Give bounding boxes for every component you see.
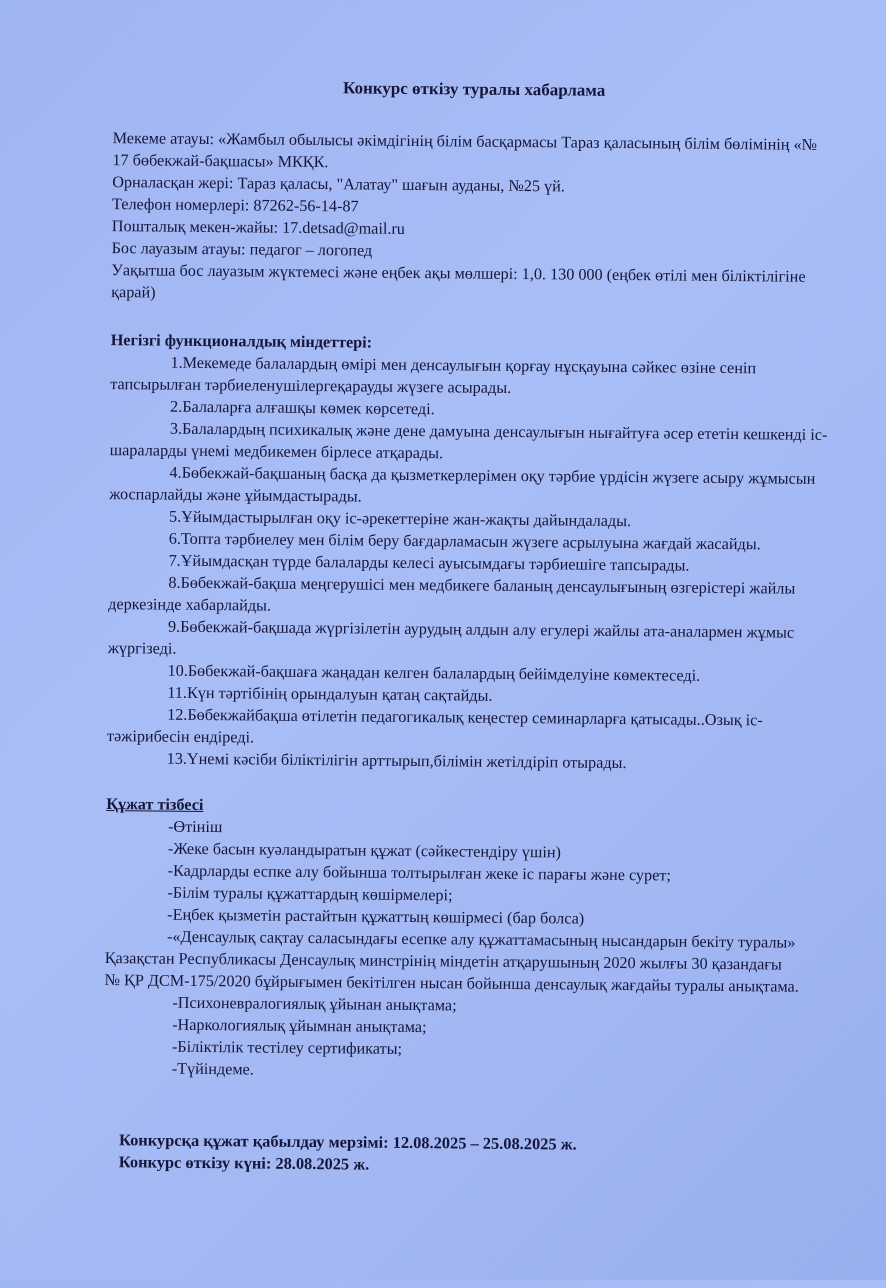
contest-date: Конкурс өткізу күні: 28.08.2025 ж. xyxy=(118,1152,370,1174)
duty-item: 2.Балаларға алғашқы көмек көрсетеді. xyxy=(170,397,435,419)
document-title: Конкурс өткізу туралы хабарлама xyxy=(342,78,606,100)
document-item: -Түйіндеме. xyxy=(171,1059,254,1079)
duty-item: 6.Топта тәрбиелеу мен білім беру бағдарламасын жүзеге асрылуына жағдай жасайды. xyxy=(168,529,761,554)
duty-item: 8.Бөбекжай-бақша меңгерушісі мен медбикеге баланың денсаулығының өзгерістері жайлы деркезінде хабарлайды. xyxy=(108,573,796,615)
duty-item: 5.Ұйымдастырылған оқу іс-әрекеттеріне жан-жақты дайындалады. xyxy=(168,507,632,531)
document-item: № ҚР ДСМ-175/2020 бұйрығымен бекітілген нысан бойынша денсаулық жағдайы туралы анықтама. xyxy=(104,971,799,996)
duties-list xyxy=(107,351,833,776)
duty-item: 3.Балалардың психикалық және дене дамуына денсаулығын нығайтуға әсер ететін кешкенді іс-шараларды үнемі медбикемен бірлесе атқарады. xyxy=(109,419,828,463)
documents-heading: Құжат тізбесі xyxy=(106,795,204,814)
document-item: -Еңбек қызметін растайтын құжаттың көшірмесі (бар болса) xyxy=(167,905,585,928)
info-line: Орналасқан жері: Тараз қаласы, "Алатау" шағын ауданы, №25 үй. xyxy=(112,173,565,196)
duty-item: 10.Бөбекжай-бақшаға жаңадан келген балалардың бейімделуіне көмектеседі. xyxy=(167,661,701,685)
duty-item: 4.Бөбекжай-бақшаның басқа да қызметкерлерімен оқу тәрбие үрдісін жүзеге асыру жұмысын жоспарлайды және ұйымдастырады. xyxy=(109,463,816,506)
document-item: -Біліктілік тестілеу сертификаты; xyxy=(171,1037,403,1058)
documents-list xyxy=(104,815,829,1086)
document-item: -Психоневралогиялық ұйынан анықтама; xyxy=(172,993,457,1015)
duty-item: 13.Үнемі кәсіби біліктілігін арттырып,білімін жетілдіріп отырады. xyxy=(166,749,627,773)
document-item: -Өтініш xyxy=(167,817,223,837)
submission-deadline: Конкурсқа құжат қабылдау мерзімі: 12.08.2025 – 25.08.2025 ж. xyxy=(118,1130,577,1154)
organization-info xyxy=(111,127,835,310)
document-item: -Білім туралы құжаттардың көшірмелері; xyxy=(167,883,453,905)
info-line: Телефон номерлері: 87262-56-14-87 xyxy=(111,195,359,216)
document-item: -Наркологиялық ұйымнан анықтама; xyxy=(172,1015,427,1037)
deadline-block xyxy=(103,1129,825,1180)
info-line: Мекеме атауы: «Жамбыл обылысы әкімдігінің білім басқармасы Тараз қаласының білім бөлімінің «№ 17 бөбекжай-бақшасы» МКҚК. xyxy=(112,129,818,172)
info-line: Пошталық мекен-жайы: 17.detsad@mail.ru xyxy=(111,217,406,238)
duties-heading: Негізгі функционалдық міндеттері: xyxy=(110,331,373,352)
duty-item: 7.Ұйымдасқан түрде балаларды келесі ауысымдағы тәрбиешіге тапсырады. xyxy=(168,551,690,575)
duty-item: 9.Бөбекжай-бақшада жүргізілетін аурудың алдын алу егулері жайлы ата-аналармен жұмыс жүргізеді. xyxy=(107,617,795,658)
duty-item: 12.Бөбекжайбақша өтілетін педагогикалық кеңестер семинарларға қатысады..Озық іс-тәжірибесін ендіреді. xyxy=(106,705,763,747)
document-item: -Кадрларды еспке алу бойынша толтырылған жеке іс парағы және сурет; xyxy=(167,861,671,885)
info-line: Уақытша бос лауазым жүктемесі және еңбек ақы мөлшері: 1,0. 130 000 (еңбек өтілі мен біліктілігіне қарай) xyxy=(111,261,806,302)
info-line: Бос лауазым атауы: педагог – логопед xyxy=(111,239,373,260)
document-item: -Жеке басын куәландыратын құжат (сәйкестендіру үшін) xyxy=(167,839,562,862)
duty-item: 1.Мекемеде балалардың өмірі мен денсаулығын қорғау нұсқауына сәйкес өзіне сеніп тапсырылған тәрбиеленушілергеқарауды жүзеге асырады. xyxy=(110,353,757,397)
document-item: -«Денсаулық сақтау саласындағы есепке алу құжаттамасының нысандарын бекіту туралы» Қазақстан Республикасы Денсаулық минстрінің міндетін атқарушының 2020 жылғы 30 қазандағы xyxy=(104,927,796,974)
duty-item: 11.Күн тәртібінің орындалуын қатаң сақтайды. xyxy=(167,683,493,705)
